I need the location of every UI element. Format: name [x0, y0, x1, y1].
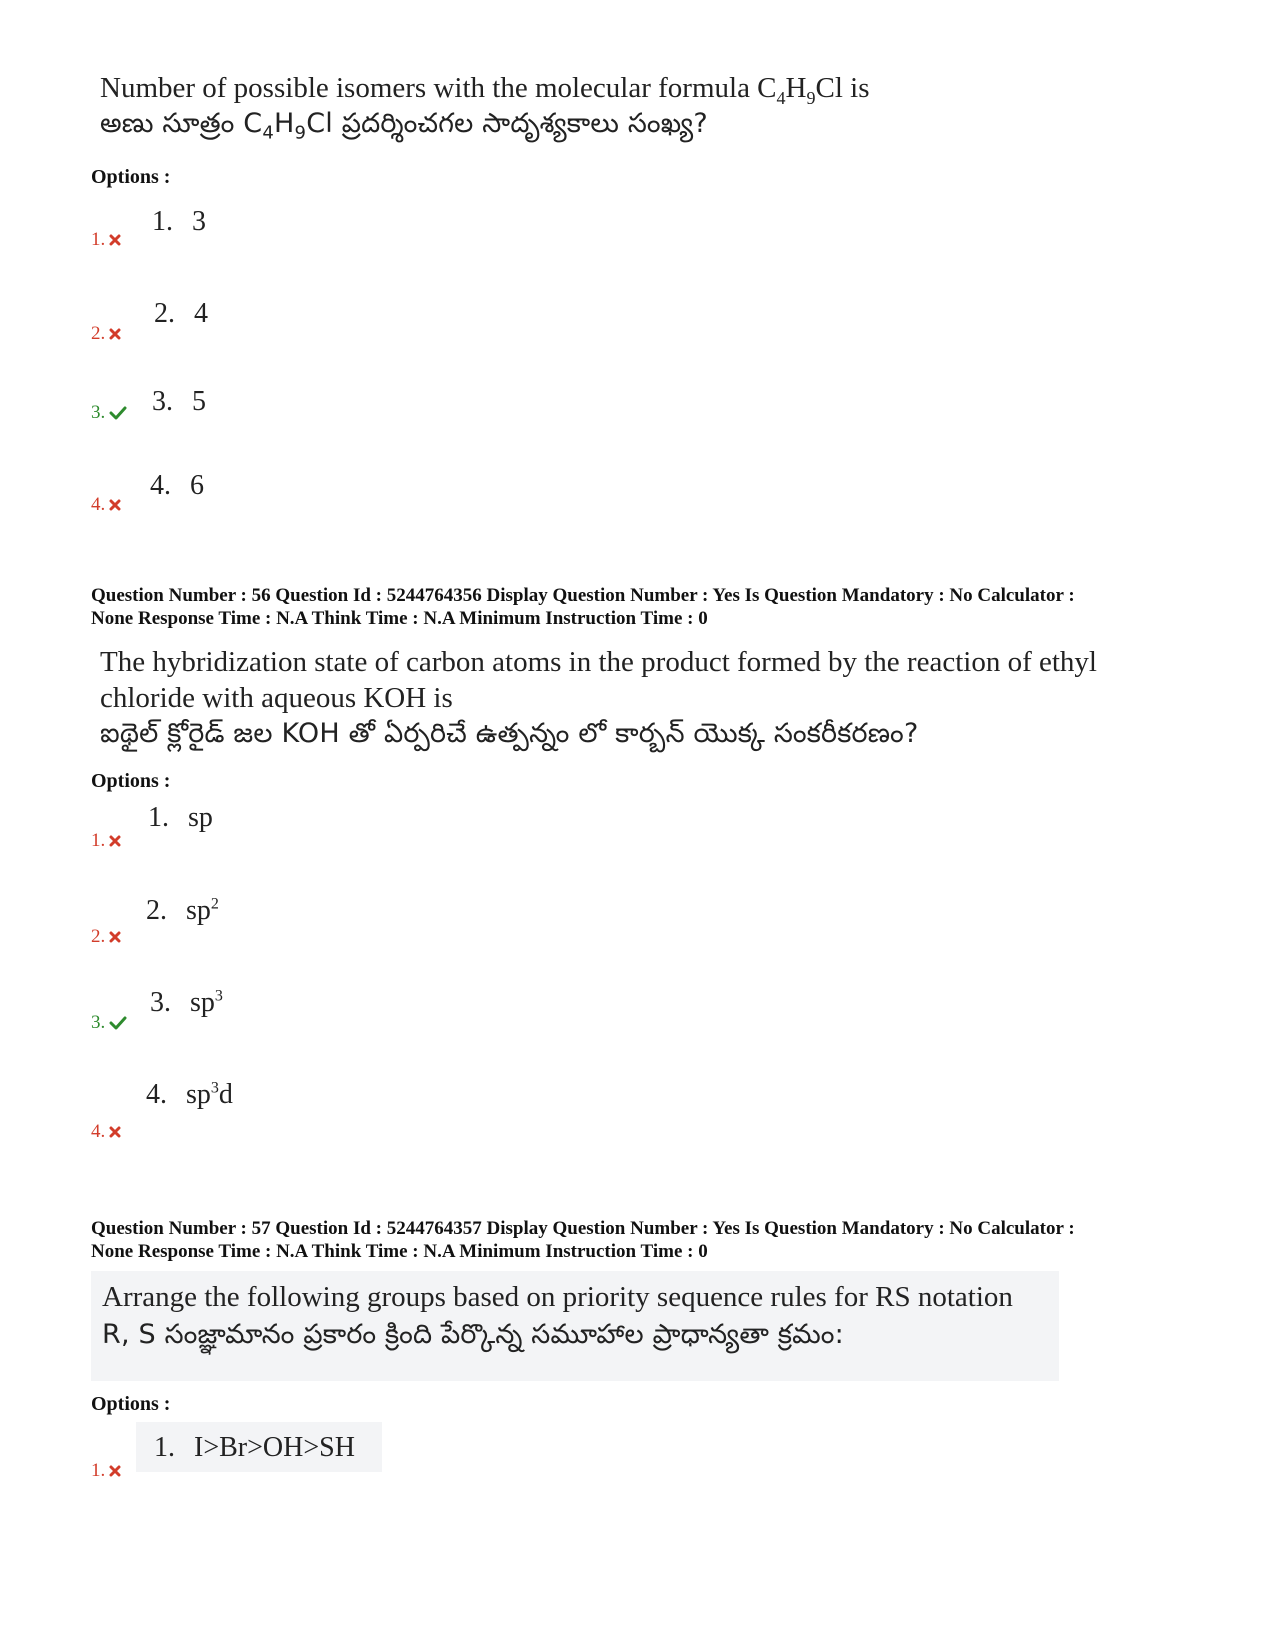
cross-icon	[109, 1126, 121, 1138]
question-text-en: The hybridization state of carbon atoms in the product formed by the reaction of ethyl chloride with aqueous KOH is	[100, 646, 1097, 714]
question-text-en: Number of possible isomers with the molecular formula $C_4H_9Cl$ is	[100, 72, 870, 108]
cross-icon	[109, 234, 121, 246]
question-meta: Question Number : 56 Question Id : 5244764356 Display Question Number : Yes Is Question Mandatory : No Calculator : None Response Time : N.A Think Time : N.A Minimum Instruction Time : 0	[91, 585, 1075, 629]
question-text-en: Arrange the following groups based on priority sequence rules for RS notation	[102, 1281, 1013, 1313]
option-status-marker: 4.	[91, 494, 121, 516]
option-image-panel	[136, 1422, 382, 1472]
option-status-marker: 2.	[91, 323, 121, 345]
options-label: Options :	[91, 770, 171, 792]
option-text: 1. 3	[152, 206, 206, 237]
option-status-marker: 1.	[91, 1460, 121, 1482]
check-icon	[109, 1016, 127, 1030]
option-text: 2. 4	[154, 298, 208, 329]
option-text: 4. $sp^3d$	[146, 1079, 233, 1110]
option-status-marker: 1.	[91, 229, 121, 251]
option-status-marker: 4.	[91, 1121, 121, 1143]
option-status-marker: 2.	[91, 926, 121, 948]
question-text-te: అణు సూత్రం $C_4H_9Cl$ ప్రదర్శించగల సాదృశ్యకాలు సంఖ్య?	[100, 108, 708, 144]
option-text: 3. $sp^3$	[150, 987, 223, 1018]
option-text: 1. sp	[148, 802, 213, 833]
question-meta: Question Number : 57 Question Id : 5244764357 Display Question Number : Yes Is Question Mandatory : No Calculator : None Response Time : N.A Think Time : N.A Minimum Instruction Time : 0	[91, 1218, 1075, 1262]
cross-icon	[109, 835, 121, 847]
question-text-te: ఐథైల్ క్లోరైడ్ జల KOH తో ఏర్పరిచే ఉత్పన్నం లో కార్బన్ యొక్క సంకరీకరణం?	[100, 718, 919, 749]
option-status-marker: 3.	[91, 1012, 127, 1034]
options-label: Options :	[91, 166, 171, 188]
cross-icon	[109, 499, 121, 511]
cross-icon	[109, 1465, 121, 1477]
cross-icon	[109, 931, 121, 943]
option-text: 2. $sp^2$	[146, 895, 219, 926]
option-text: 4. 6	[150, 470, 204, 501]
option-text: 1. I>Br>OH>SH	[154, 1432, 355, 1463]
option-status-marker: 3.	[91, 402, 127, 424]
options-label: Options :	[91, 1393, 171, 1415]
question-text-te: R, S సంజ్ఞామానం ప్రకారం క్రింది పేర్కొన్న సమూహాల ప్రాధాన్యతా క్రమం:	[102, 1319, 844, 1350]
option-status-marker: 1.	[91, 830, 121, 852]
cross-icon	[109, 328, 121, 340]
option-text: 3. 5	[152, 386, 206, 417]
question-image-panel	[91, 1271, 1059, 1381]
check-icon	[109, 406, 127, 420]
